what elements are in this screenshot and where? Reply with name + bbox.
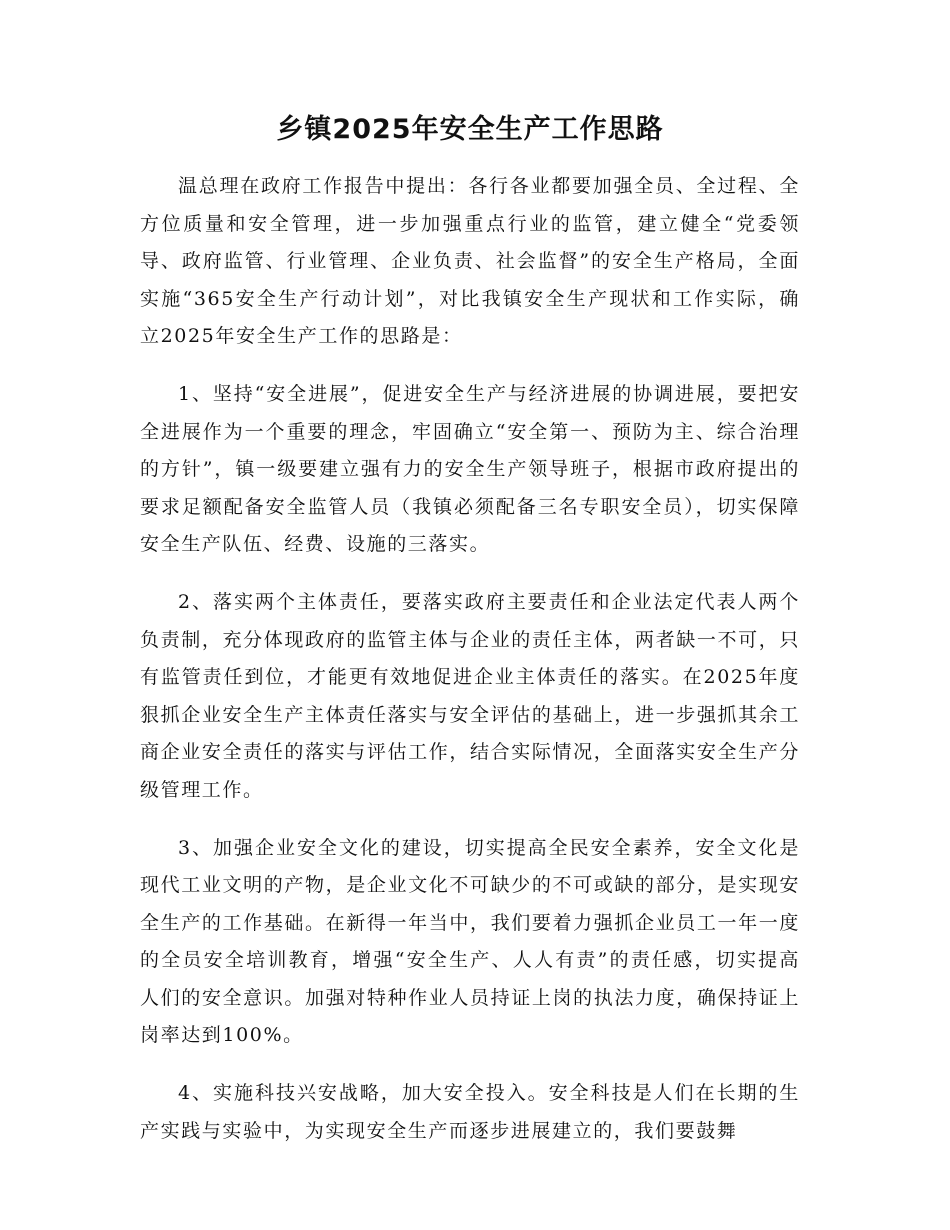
paragraph-point-2: 2、落实两个主体责任，要落实政府主要责任和企业法定代表人两个负责制，充分体现政府的监管主体与企业的责任主体，两者缺一不可，只有监管责任到位，才能更有效地促进企业主体责任的落实。在2025年度狠抓企业安全生产主体责任落实与安全评估的基础上，进一步强抓其余工商企业安全责任的落实与评估工作，结合实际情况，全面落实安全生产分级管理工作。 [140,590,800,801]
document-title: 乡镇2025年安全生产工作思路 [276,114,664,145]
paragraph-intro: 温总理在政府工作报告中提出：各行各业都要加强全员、全过程、全方位质量和安全管理，进一步加强重点行业的监管，建立健全“党委领导、政府监管、行业管理、企业负责、社会监督”的安全生产格局，全面实施“365安全生产行动计划”，对比我镇安全生产现状和工作实际，确立2025年安全生产工作的思路是： [140,175,800,348]
paragraph-point-4: 4、实施科技兴安战略，加大安全投入。安全科技是人们在长期的生产实践与实验中，为实现安全生产而逐步进展建立的，我们要鼓舞 [140,1082,800,1142]
paragraph-point-1: 1、坚持“安全进展”，促进安全生产与经济进展的协调进展，要把安全进展作为一个重要的理念，牢固确立“安全第一、预防为主、综合治理的方针”，镇一级要建立强有力的安全生产领导班子，根据市政府提出的要求足额配备安全监管人员（我镇必须配备三名专职安全员），切实保障安全生产队伍、经费、设施的三落实。 [140,382,800,556]
paragraph-point-3: 3、加强企业安全文化的建设，切实提高全民安全素养，安全文化是现代工业文明的产物，是企业文化不可缺少的不可或缺的部分，是实现安全生产的工作基础。在新得一年当中，我们要着力强抓企业员工一年一度的全员安全培训教育，增强“安全生产、人人有责”的责任感，切实提高人们的安全意识。加强对特种作业人员持证上岗的执法力度，确保持证上岗率达到100%。 [140,836,800,1047]
